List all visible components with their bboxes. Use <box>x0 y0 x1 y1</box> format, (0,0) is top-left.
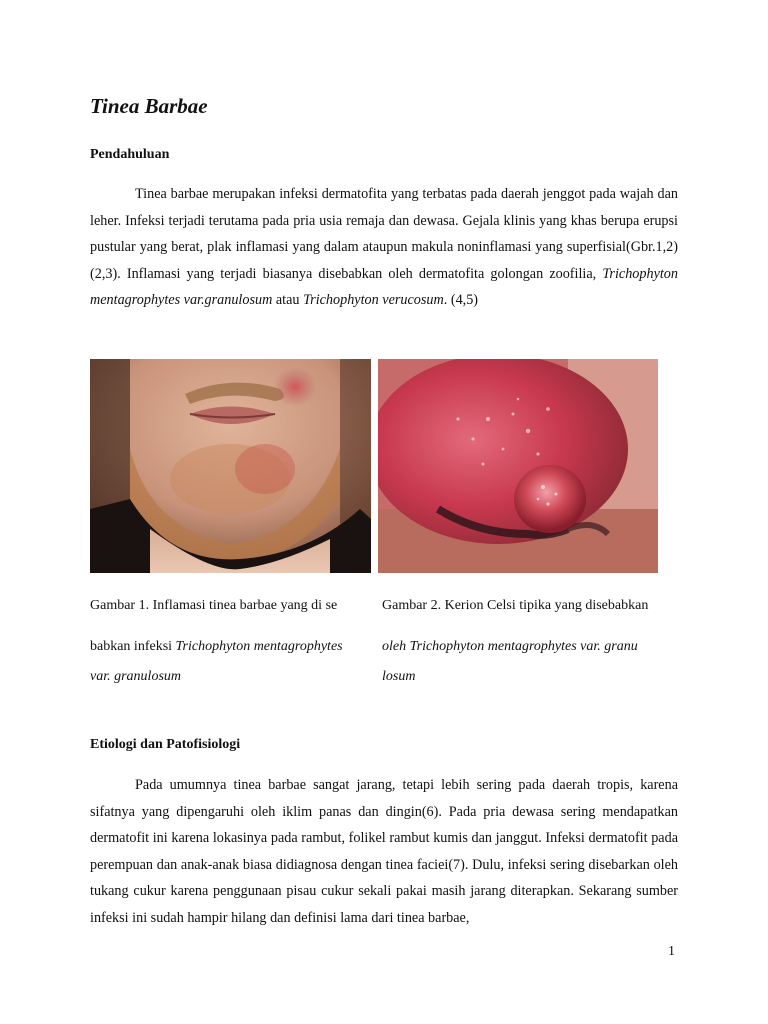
figure-1-caption <box>90 594 375 692</box>
connector-text: atau <box>275 292 300 308</box>
organism-name-1: Trichophyton mentagrophytes var.granulosum <box>90 265 678 308</box>
fig1-caption-line2 <box>90 632 375 662</box>
fig2-caption-line2: oleh Trichophyton mentagrophytes var. granu <box>382 639 638 654</box>
intro-text: Tinea barbae merupakan infeksi dermatofita yang terbatas pada daerah jenggot pada wajah dan leher. Infeksi terjadi terutama pada pria usia remaja dan dewasa. Gejala klinis yang khas berupa erupsi pustular yang berat, plak inflamasi yang dalam ataupun makula noninflamasi yang superfisial(Gbr.1,2)(2,3). Inflamasi yang terjadi biasanya disebabkan oleh dermatofita golongan zoofilia, <box>90 186 678 282</box>
fig2-caption-line1: Gambar 2. Kerion Celsi tipika yang disebabkan <box>382 598 649 613</box>
intro-end: . (4,5) <box>443 292 479 308</box>
section-heading-etiologi: Etiologi dan Patofisiologi <box>90 737 241 752</box>
document-title: Tinea Barbae <box>90 94 208 118</box>
organism-name-2: Trichophyton verucosum <box>303 292 444 308</box>
figure-2-caption <box>382 594 682 692</box>
fig2-caption-line3: losum <box>382 669 416 684</box>
section-heading-pendahuluan: Pendahuluan <box>90 147 170 162</box>
figure-2-photo <box>378 359 658 573</box>
intro-paragraph <box>90 181 678 314</box>
fig1-caption-line3: var. granulosum <box>90 669 182 684</box>
figure-1-photo <box>90 359 371 573</box>
figure-1-image <box>90 359 371 573</box>
fig1-caption-italic: Trichophyton mentagrophytes <box>175 639 343 654</box>
page-number: 1 <box>668 944 675 959</box>
fig1-caption-plain: babkan infeksi <box>90 639 173 654</box>
etiology-paragraph: Pada umumnya tinea barbae sangat jarang, tetapi lebih sering pada daerah tropis, karena sifatnya yang dipengaruhi oleh iklim panas dan dingin(6). Pada pria dewasa sering mendapatkan dermatofit ini karena lokasinya pada rambut, folikel rambut kumis dan janggut. Infeksi dermatofit pada perempuan dan anak-anak biasa didiagnosa dengan tinea faciei(7). Dulu, infeksi sering disebarkan oleh tukang cukur karena penggunaan pisau cukur sekali pakai masih jarang diterapkan. Sekarang sumber infeksi ini sudah hampir hilang dan definisi lama dari tinea barbae, <box>90 777 678 926</box>
fig1-caption-line1: Gambar 1. Inflamasi tinea barbae yang di se <box>90 598 338 613</box>
figure-2-image <box>378 359 658 573</box>
